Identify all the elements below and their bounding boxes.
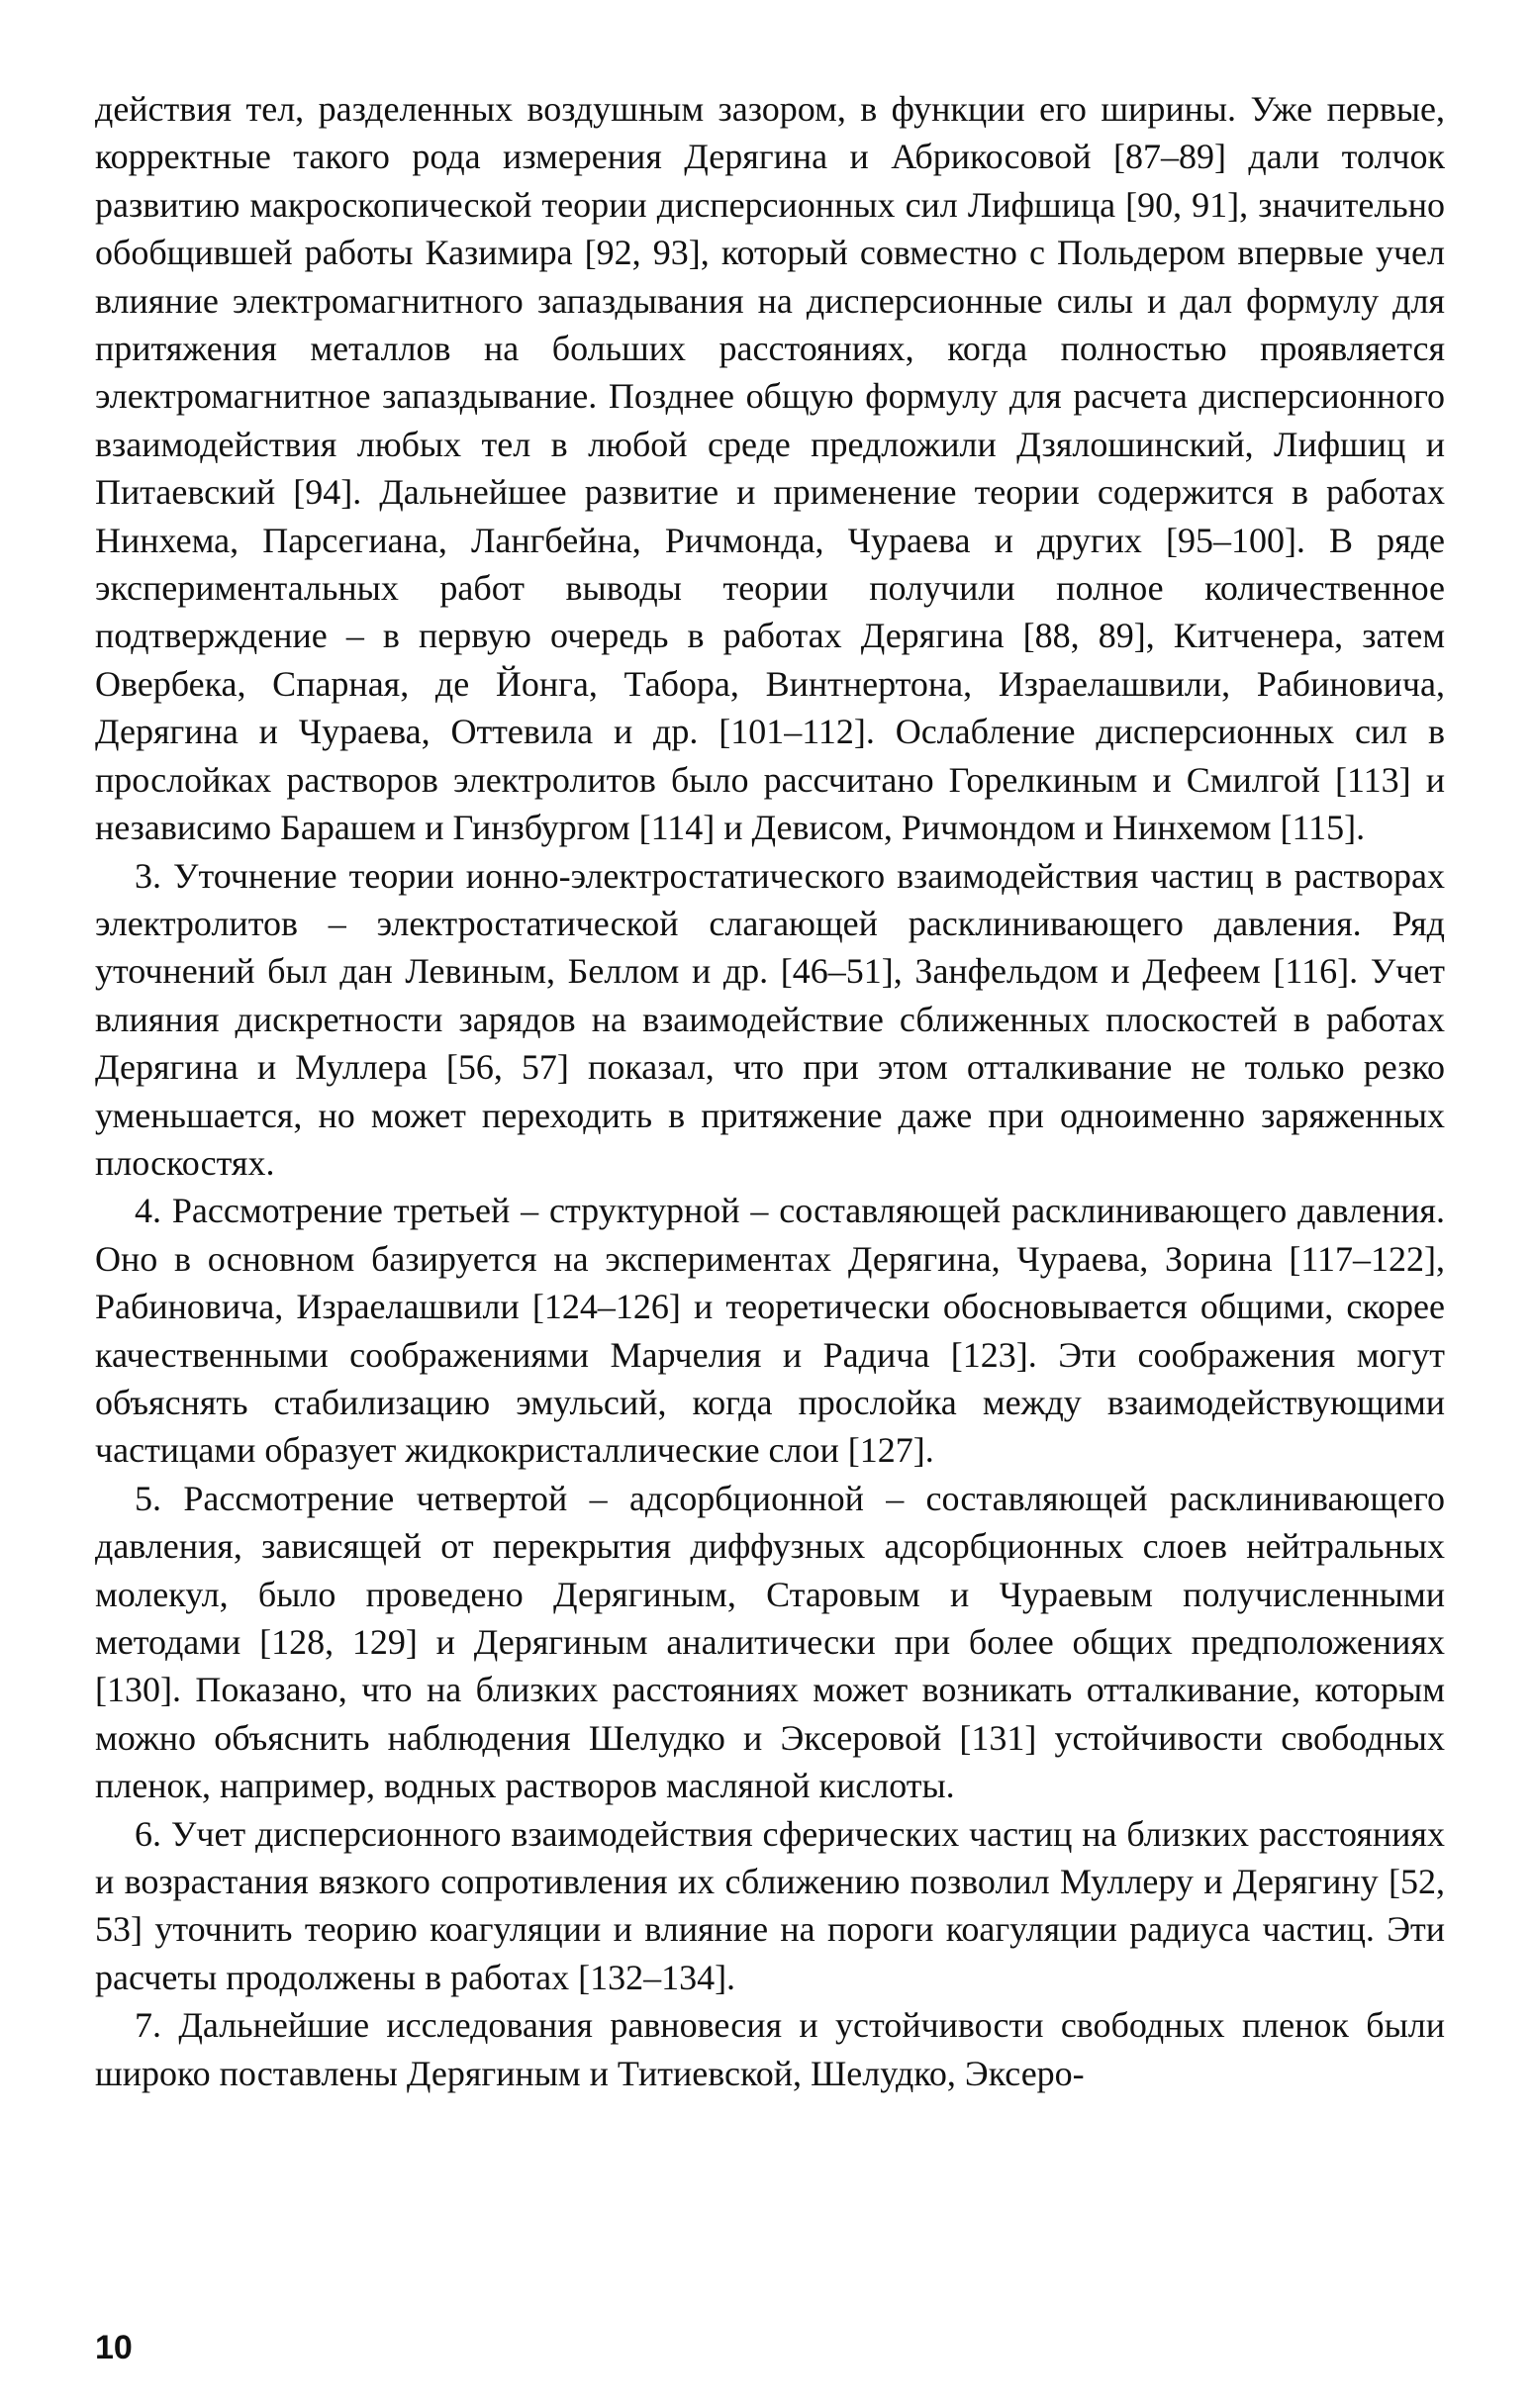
paragraph-item-4: 4. Рассмотрение третьей – структурной – составляющей расклинивающего давления. Оно в основном базируется на экспериментах Дерягина, Чураева, Зорина [117–122], Рабиновича, Израелашвили [124–126] и теоретически обосновывается общими, скорее качественными соображениями Марчелия и Радича [123]. Эти соображения могут объяснять стабилизацию эмульсий, когда прослойка между взаимодействующими частицами образует жидкокристаллические слои [127].: [95, 1191, 1445, 1471]
paragraph-item-5: 5. Рассмотрение четвертой – адсорбционной – составляющей расклинивающего давления, зависящей от перекрытия диффузных адсорбционных слоев нейтральных молекул, было проведено Дерягиным, Старовым и Чураевым получисленными методами [128, 129] и Дерягиным аналитически при более общих предположениях [130]. Показано, что на близких расстояниях может возникать отталкивание, которым можно объяснить наблюдения Шелудко и Эксеровой [131] устойчивости свободных пленок, например, водных растворов масляной кислоты.: [95, 1478, 1445, 1806]
page-number: 10: [95, 2329, 133, 2366]
paragraph-dispersion-forces: действия тел, разделенных воздушным зазором, в функции его ширины. Уже первые, корректные такого рода измерения Дерягина и Абрикосовой [87–89] дали толчок развитию макроскопической теории дисперсионных сил Лифшица [90, 91], значительно обобщившей работы Казимира [92, 93], который совместно с Польдером впервые учел влияние электромагнитного запаздывания на дисперсионные силы и дал формулу для притяжения металлов на больших расстояниях, когда полностью проявляется электромагнитное запаздывание. Позднее общую формулу для расчета дисперсионного взаимодействия любых тел в любой среде предложили Дзялошинский, Лифшиц и Питаевский [94]. Дальнейшее развитие и применение теории содержится в работах Нинхема, Парсегиана, Лангбейна, Ричмонда, Чураева и других [95–100]. В ряде экспериментальных работ выводы теории получили полное количественное подтверждение – в первую очередь в работах Дерягина [88, 89], Китченера, затем Овербека, Спарная, де Йонга, Табора, Винтнертона, Израелашвили, Рабиновича, Дерягина и Чураева, Оттевила и др. [101–112]. Ослабление дисперсионных сил в прослойках растворов электролитов было рассчитано Горелкиным и Смилгой [113] и независимо Барашем и Гинзбургом [114] и Девисом, Ричмондом и Нинхемом [115].: [95, 89, 1445, 848]
paragraph-item-7: 7. Дальнейшие исследования равновесия и устойчивости свободных пленок были широко поставлены Дерягиным и Титиевской, Шелудко, Эксеро-: [95, 2005, 1445, 2093]
paragraph-item-3: 3. Уточнение теории ионно-электростатического взаимодействия частиц в растворах электролитов – электростатической слагающей расклинивающего давления. Ряд уточнений был дан Левиным, Беллом и др. [46–51], Занфельдом и Дефеем [116]. Учет влияния дискретности зарядов на взаимодействие сближенных плоскостей в работах Дерягина и Муллера [56, 57] показал, что при этом отталкивание не только резко уменьшается, но может переходить в притяжение даже при одноименно заряженных плоскостях.: [95, 855, 1445, 1183]
paragraph-item-6: 6. Учет дисперсионного взаимодействия сферических частиц на близких расстояниях и возрастания вязкого сопротивления их сближению позволил Муллеру и Дерягину [52, 53] уточнить теорию коагуляции и влияние на пороги коагуляции радиуса частиц. Эти расчеты продолжены в работах [132–134].: [95, 1813, 1445, 1997]
page-text-body: [95, 85, 1445, 2097]
